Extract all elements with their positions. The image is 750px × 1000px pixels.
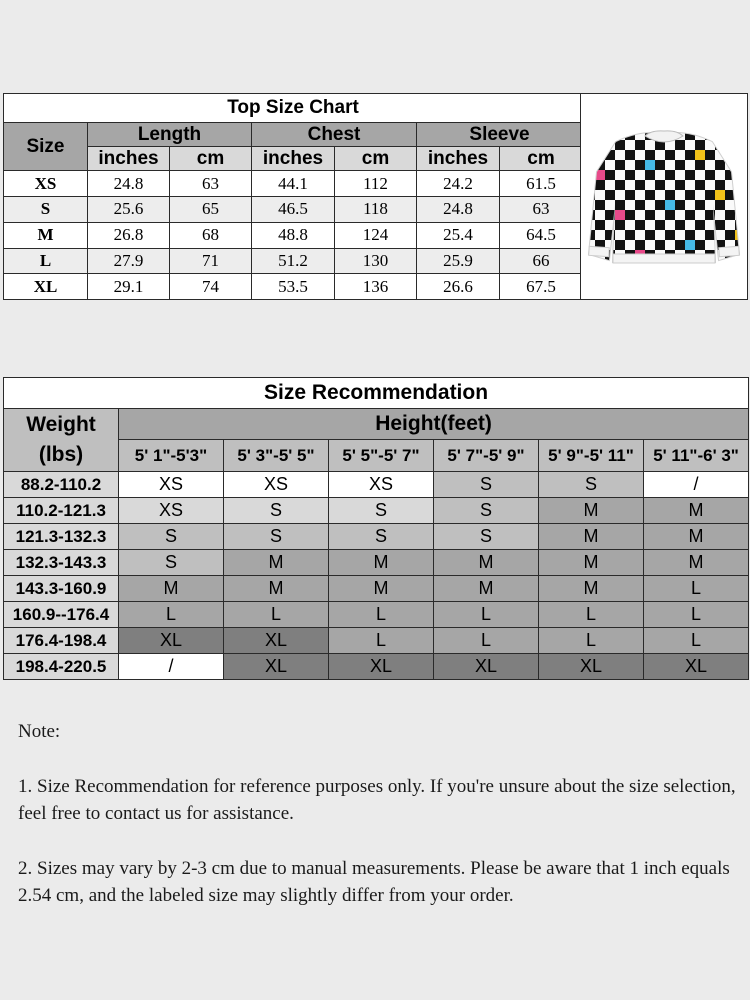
measurement-cell: 25.6 (88, 197, 170, 223)
measurement-cell: 64.5 (500, 222, 583, 248)
recommended-size-cell: M (224, 576, 329, 602)
recommended-size-cell: M (329, 550, 434, 576)
recommended-size-cell: S (224, 498, 329, 524)
recommended-size-cell: L (644, 602, 749, 628)
unit-header: cm (500, 147, 583, 171)
table-row (4, 524, 749, 550)
recommended-size-cell: M (539, 498, 644, 524)
size-header: Size (4, 123, 88, 171)
table-row (4, 222, 583, 248)
recommended-size-cell: L (644, 576, 749, 602)
recommended-size-cell: L (224, 602, 329, 628)
size-label: S (4, 197, 88, 223)
recommended-size-cell: L (434, 602, 539, 628)
height-header: Height(feet) (119, 409, 749, 440)
size-label: XS (4, 171, 88, 197)
recommended-size-cell: / (119, 654, 224, 680)
recommended-size-cell: XS (119, 498, 224, 524)
recommended-size-cell: S (539, 472, 644, 498)
measurement-cell: 27.9 (88, 248, 170, 274)
weight-range-cell: 143.3-160.9 (4, 576, 119, 602)
table-row (4, 472, 749, 498)
recommended-size-cell: L (329, 602, 434, 628)
size-recommendation-table (3, 377, 749, 680)
recommendation-title: Size Recommendation (4, 378, 749, 409)
table-row (4, 602, 749, 628)
measurement-cell: 46.5 (252, 197, 335, 223)
measurement-cell: 130 (335, 248, 417, 274)
unit-header: inches (417, 147, 500, 171)
height-range-header: 5' 9"-5' 11" (539, 440, 644, 472)
recommended-size-cell: L (119, 602, 224, 628)
height-range-header: 5' 1"-5'3" (119, 440, 224, 472)
measurement-cell: 25.4 (417, 222, 500, 248)
top-size-table (3, 93, 583, 300)
recommended-size-cell: M (644, 550, 749, 576)
recommended-size-cell: S (224, 524, 329, 550)
chest-header: Chest (252, 123, 417, 147)
table-row (4, 171, 583, 197)
measurement-cell: 24.8 (88, 171, 170, 197)
note-title: Note: (18, 721, 61, 742)
recommended-size-cell: M (644, 498, 749, 524)
recommended-size-cell: M (119, 576, 224, 602)
recommended-size-cell: XL (224, 628, 329, 654)
weight-range-cell: 160.9--176.4 (4, 602, 119, 628)
top-chart-title: Top Size Chart (4, 94, 583, 123)
measurement-cell: 66 (500, 248, 583, 274)
top-size-chart (3, 93, 748, 300)
height-range-header: 5' 11"-6' 3" (644, 440, 749, 472)
checkered-sweater-illustration (581, 94, 747, 299)
measurement-cell: 26.6 (417, 274, 500, 300)
recommended-size-cell: L (539, 628, 644, 654)
recommended-size-cell: S (329, 524, 434, 550)
size-label: L (4, 248, 88, 274)
measurement-cell: 24.2 (417, 171, 500, 197)
weight-range-cell: 121.3-132.3 (4, 524, 119, 550)
measurement-cell: 26.8 (88, 222, 170, 248)
measurement-cell: 71 (170, 248, 252, 274)
measurement-cell: 25.9 (417, 248, 500, 274)
unit-header: inches (252, 147, 335, 171)
measurement-cell: 112 (335, 171, 417, 197)
measurement-cell: 63 (170, 171, 252, 197)
recommended-size-cell: M (644, 524, 749, 550)
size-label: XL (4, 274, 88, 300)
measurement-cell: 61.5 (500, 171, 583, 197)
recommended-size-cell: L (644, 628, 749, 654)
table-row (4, 654, 749, 680)
recommended-size-cell: S (434, 498, 539, 524)
recommended-size-cell: XS (224, 472, 329, 498)
measurement-cell: 44.1 (252, 171, 335, 197)
table-row (4, 550, 749, 576)
measurement-cell: 124 (335, 222, 417, 248)
weight-header: Weight (lbs) (4, 409, 119, 472)
table-row (4, 274, 583, 300)
size-label: M (4, 222, 88, 248)
measurement-cell: 51.2 (252, 248, 335, 274)
recommended-size-cell: XL (539, 654, 644, 680)
recommended-size-cell: XL (224, 654, 329, 680)
note-item-1: 1. Size Recommendation for reference purposes only. If you're unsure about the size selection, feel free to contact us for assistance. (18, 776, 736, 824)
weight-range-cell: 110.2-121.3 (4, 498, 119, 524)
table-row (4, 498, 749, 524)
height-range-header: 5' 7"-5' 9" (434, 440, 539, 472)
table-row (4, 248, 583, 274)
recommended-size-cell: XL (644, 654, 749, 680)
table-row (4, 197, 583, 223)
measurement-cell: 68 (170, 222, 252, 248)
recommended-size-cell: XL (329, 654, 434, 680)
weight-range-cell: 198.4-220.5 (4, 654, 119, 680)
weight-range-cell: 176.4-198.4 (4, 628, 119, 654)
recommended-size-cell: S (434, 472, 539, 498)
measurement-cell: 118 (335, 197, 417, 223)
recommended-size-cell: S (119, 550, 224, 576)
measurement-cell: 48.8 (252, 222, 335, 248)
height-range-header: 5' 3"-5' 5" (224, 440, 329, 472)
weight-range-cell: 88.2-110.2 (4, 472, 119, 498)
measurement-cell: 63 (500, 197, 583, 223)
height-range-header: 5' 5"-5' 7" (329, 440, 434, 472)
table-row (4, 576, 749, 602)
recommended-size-cell: S (119, 524, 224, 550)
weight-range-cell: 132.3-143.3 (4, 550, 119, 576)
recommended-size-cell: XL (434, 654, 539, 680)
length-header: Length (88, 123, 252, 147)
recommended-size-cell: XS (329, 472, 434, 498)
recommended-size-cell: S (434, 524, 539, 550)
recommended-size-cell: M (539, 576, 644, 602)
unit-header: inches (88, 147, 170, 171)
recommended-size-cell: M (434, 576, 539, 602)
measurement-cell: 65 (170, 197, 252, 223)
recommended-size-cell: / (644, 472, 749, 498)
unit-header: cm (170, 147, 252, 171)
measurement-cell: 74 (170, 274, 252, 300)
measurement-cell: 136 (335, 274, 417, 300)
recommended-size-cell: M (329, 576, 434, 602)
recommended-size-cell: M (434, 550, 539, 576)
recommended-size-cell: XS (119, 472, 224, 498)
recommended-size-cell: XL (119, 628, 224, 654)
table-row (4, 628, 749, 654)
recommended-size-cell: M (539, 550, 644, 576)
measurement-cell: 24.8 (417, 197, 500, 223)
sweater-photo (580, 94, 747, 299)
recommended-size-cell: M (224, 550, 329, 576)
recommended-size-cell: L (329, 628, 434, 654)
measurement-cell: 67.5 (500, 274, 583, 300)
measurement-cell: 53.5 (252, 274, 335, 300)
measurement-cell: 29.1 (88, 274, 170, 300)
recommended-size-cell: M (539, 524, 644, 550)
recommended-size-cell: L (434, 628, 539, 654)
unit-header: cm (335, 147, 417, 171)
recommended-size-cell: L (539, 602, 644, 628)
sleeve-header: Sleeve (417, 123, 583, 147)
note-item-2: 2. Sizes may vary by 2-3 cm due to manual measurements. Please be aware that 1 inch equals 2.54 cm, and the labeled size may slightly differ from your order. (18, 858, 730, 906)
recommended-size-cell: S (329, 498, 434, 524)
